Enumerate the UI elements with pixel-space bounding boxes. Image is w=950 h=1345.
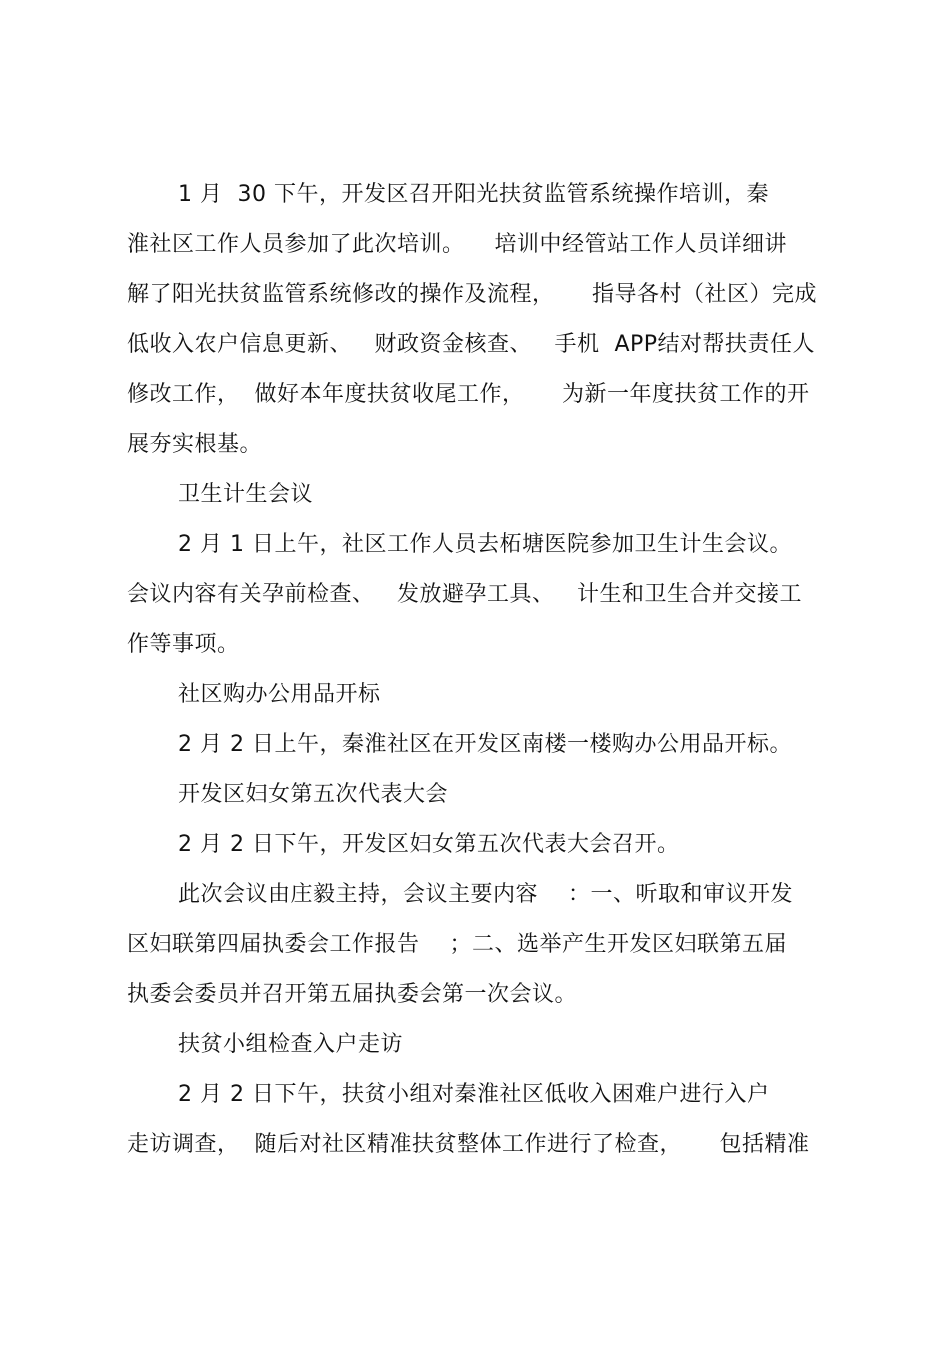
text-line-9: 会议内容有关孕前检查、 发放避孕工具、 计生和卫生合并交接工 [127, 582, 802, 607]
section-heading-procurement: 社区购办公用品开标 [178, 682, 381, 707]
text-line-14: 2 月 2 日下午，开发区妇女第五次代表大会召开。 [178, 832, 680, 857]
text-line-16: 区妇联第四届执委会工作报告 ；二、选举产生开发区妇联第五届 [127, 932, 787, 957]
text-line-4: 低收入农户信息更新、 财政资金核查、 手机 APP结对帮扶责任人 [127, 332, 816, 357]
section-heading-health: 卫生计生会议 [178, 482, 314, 507]
text-line-8: 2 月 1 日上午，社区工作人员去柘塘医院参加卫生计生会议。 [178, 532, 792, 557]
text-line-17: 执委会委员并召开第五届执委会第一次会议。 [127, 982, 578, 1007]
section-heading-poverty-visit: 扶贫小组检查入户走访 [178, 1032, 404, 1057]
text-line-1: 1 月 30 下午，开发区召开阳光扶贫监管系统操作培训，秦 [178, 182, 769, 207]
text-line-5: 修改工作， 做好本年度扶贫收尾工作， 为新一年度扶贫工作的开 [127, 382, 810, 407]
text-line-6: 展夯实根基。 [127, 432, 263, 457]
text-line-12: 2 月 2 日上午，秦淮社区在开发区南楼一楼购办公用品开标。 [178, 732, 792, 757]
text-line-10: 作等事项。 [127, 632, 240, 657]
text-line-3: 解了阳光扶贫监管系统修改的操作及流程， 指导各村（社区）完成 [127, 282, 817, 307]
text-line-20: 走访调查， 随后对社区精准扶贫整体工作进行了检查， 包括精准 [127, 1132, 810, 1157]
text-line-19: 2 月 2 日下午，扶贫小组对秦淮社区低收入困难户进行入户 [178, 1082, 770, 1107]
text-line-15: 此次会议由庄毅主持，会议主要内容 ：一、听取和审议开发 [178, 882, 793, 907]
text-line-2: 淮社区工作人员参加了此次培训。 培训中经管站工作人员详细讲 [127, 232, 787, 257]
section-heading-women-congress: 开发区妇女第五次代表大会 [178, 782, 449, 807]
